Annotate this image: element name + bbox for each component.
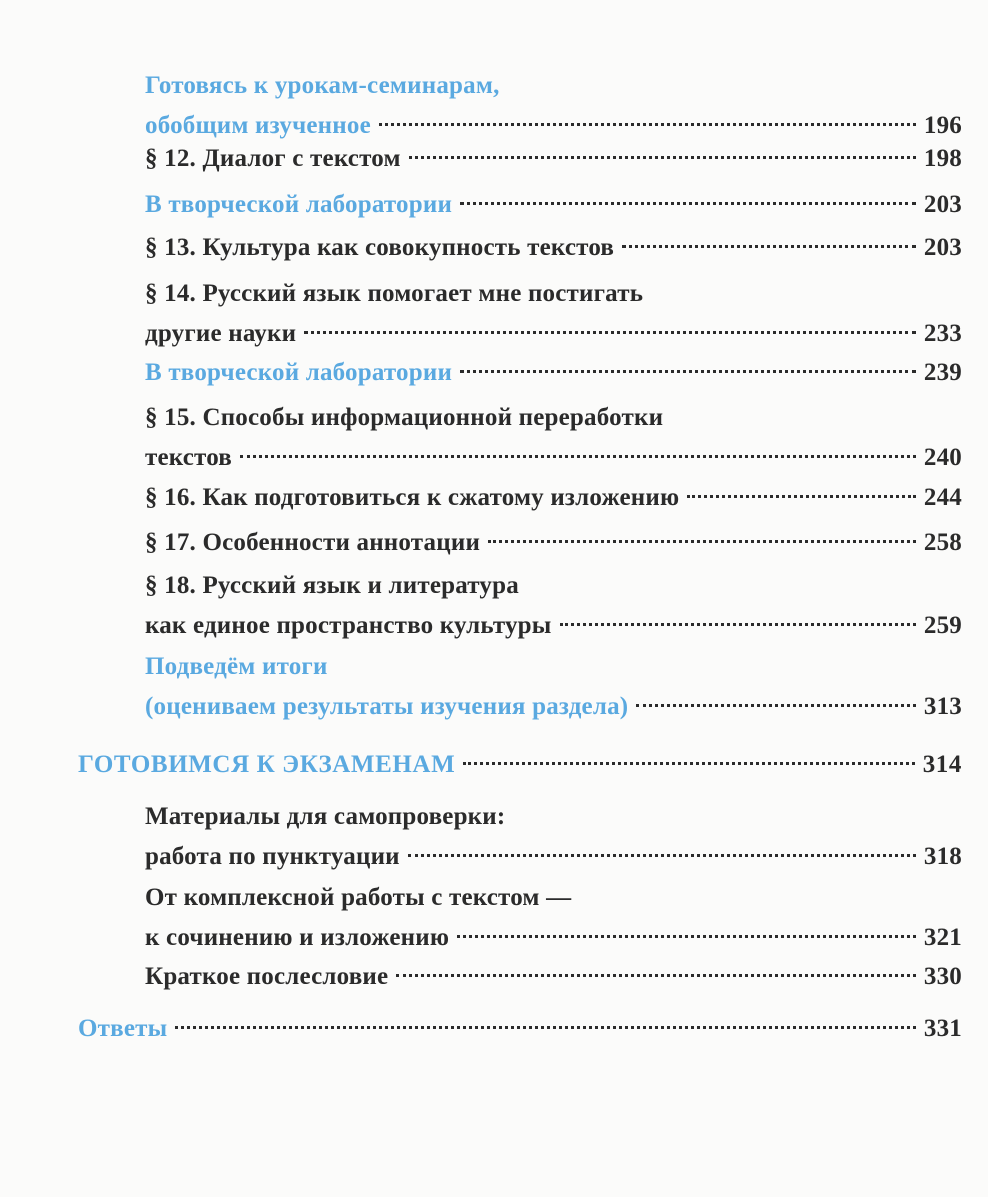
toc-page-number: 314: [922, 751, 962, 778]
toc-entry-title-line: § 16. Как подготовиться к сжатому изложению: [145, 484, 680, 511]
toc-entry-complex-work[interactable]: [145, 878, 962, 958]
toc-entry-title-line: текстов: [145, 444, 232, 471]
dot-leader: [460, 202, 916, 205]
toc-entry-answers[interactable]: [78, 1009, 962, 1049]
toc-page-number: 313: [923, 693, 962, 720]
dot-leader: [636, 704, 916, 707]
toc-entry-title-line: обобщим изученное: [145, 112, 371, 139]
toc-page-number: 196: [923, 112, 962, 139]
toc-entry-title-line: другие науки: [145, 320, 297, 347]
toc-page-number: 258: [923, 529, 962, 556]
toc-page-number: 244: [923, 484, 962, 511]
toc-page-number: 198: [923, 145, 962, 172]
toc-page-number: 239: [923, 359, 962, 386]
toc-entry-section-16[interactable]: [145, 478, 962, 518]
toc-entry-exam-prep[interactable]: [78, 745, 962, 785]
toc-entry-seminar-prep[interactable]: [145, 66, 962, 146]
toc-page-number: 321: [923, 924, 962, 951]
dot-leader: [460, 370, 916, 373]
dot-leader: [240, 455, 916, 458]
dot-leader: [379, 123, 916, 126]
toc-page-number: 318: [923, 843, 962, 870]
toc-entry-title-line: От комплексной работы с текстом —: [145, 884, 572, 911]
dot-leader: [488, 540, 916, 543]
toc-page-number: 331: [923, 1015, 962, 1042]
toc-entry-title-line: Ответы: [78, 1015, 168, 1042]
toc-entry-title-line: § 12. Диалог с текстом: [145, 145, 401, 172]
dot-leader: [687, 495, 916, 498]
dot-leader: [409, 156, 916, 159]
dot-leader: [408, 854, 916, 857]
dot-leader: [622, 245, 916, 248]
toc-entry-section-12[interactable]: [145, 139, 962, 179]
dot-leader: [175, 1026, 916, 1029]
dot-leader: [304, 331, 916, 334]
toc-page-number: 330: [923, 963, 962, 990]
toc-entry-afterword[interactable]: [145, 957, 962, 997]
toc-entry-title-line: § 18. Русский язык и литература: [145, 572, 519, 599]
toc-entry-title-line: как единое пространство культуры: [145, 612, 552, 639]
toc-entry-section-18[interactable]: [145, 566, 962, 646]
dot-leader: [560, 623, 916, 626]
toc-entry-title-line: Готовясь к урокам-семинарам,: [145, 72, 500, 99]
toc-entry-title-line: Краткое послесловие: [145, 963, 389, 990]
toc-entry-title-line: Материалы для самопроверки:: [145, 803, 506, 830]
toc-page-number: 203: [923, 191, 962, 218]
toc-entry-title-line: к сочинению и изложению: [145, 924, 450, 951]
toc-entry-title-line: В творческой лаборатории: [145, 359, 453, 386]
toc-entry-section-15[interactable]: [145, 398, 962, 478]
toc-entry-self-check[interactable]: [145, 797, 962, 877]
dot-leader: [457, 935, 916, 938]
toc-entry-title-line: § 15. Способы информационной переработки: [145, 404, 664, 431]
toc-entry-creative-lab-2[interactable]: [145, 353, 962, 393]
dot-leader: [463, 762, 914, 765]
toc-entry-section-13[interactable]: [145, 228, 962, 268]
toc-page-number: 259: [923, 612, 962, 639]
toc-entry-title-line: В творческой лаборатории: [145, 191, 453, 218]
toc-page-number: 233: [923, 320, 962, 347]
toc-entry-title-line: ГОТОВИМСЯ К ЭКЗАМЕНАМ: [78, 751, 456, 778]
toc-entry-creative-lab-1[interactable]: [145, 185, 962, 225]
dot-leader: [396, 974, 916, 977]
toc-entry-title-line: § 17. Особенности аннотации: [145, 529, 481, 556]
toc-entry-title-line: Подведём итоги: [145, 653, 328, 680]
toc-entry-section-14[interactable]: [145, 274, 962, 354]
toc-entry-title-line: § 13. Культура как совокупность текстов: [145, 234, 615, 261]
toc-entry-summary[interactable]: [145, 647, 962, 727]
toc-entry-title-line: работа по пунктуации: [145, 843, 400, 870]
toc-entry-title-line: (оцениваем результаты изучения раздела): [145, 693, 629, 720]
toc-page-number: 240: [923, 444, 962, 471]
toc-entry-section-17[interactable]: [145, 523, 962, 563]
toc-entry-title-line: § 14. Русский язык помогает мне постигать: [145, 280, 644, 307]
toc-page-number: 203: [923, 234, 962, 261]
